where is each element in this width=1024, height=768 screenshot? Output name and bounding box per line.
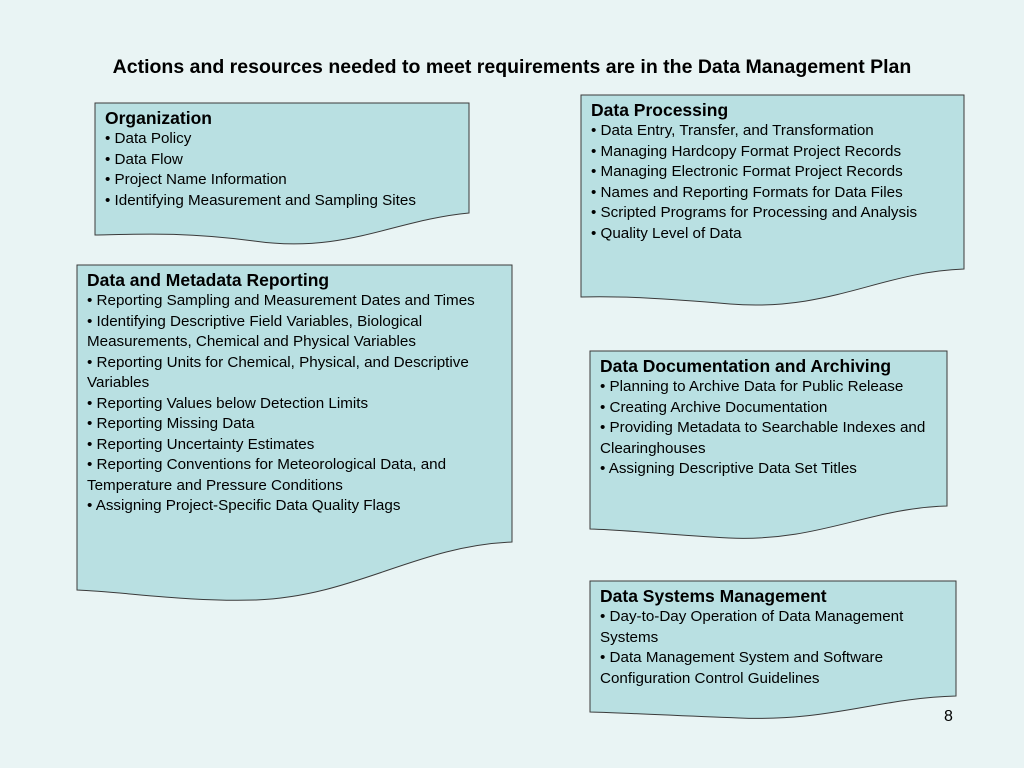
- data-systems-management-content: [589, 580, 957, 689]
- list-item: • Names and Reporting Formats for Data Files: [591, 183, 903, 201]
- list-item: • Providing Metadata to Searchable Indexes and Clearinghouses: [600, 419, 926, 457]
- list-item: • Reporting Values below Detection Limits: [87, 394, 369, 412]
- data-documentation-archiving-box: [589, 350, 948, 543]
- list-item: • Data Flow: [105, 150, 183, 168]
- list-item: • Planning to Archive Data for Public Release: [600, 378, 904, 395]
- list-item: • Managing Electronic Format Project Records: [591, 163, 903, 180]
- list-item: • Data Entry, Transfer, and Transformation: [591, 122, 874, 139]
- data-systems-management-box: [589, 580, 957, 722]
- list-item: • Reporting Missing Data: [87, 415, 255, 432]
- list-item: • Data Policy: [105, 130, 192, 147]
- list-item: • Quality Level of Data: [591, 224, 742, 242]
- data-documentation-archiving-content: [589, 350, 948, 480]
- list-item: • Managing Hardcopy Format Project Records: [591, 142, 902, 160]
- data-metadata-reporting-heading: Data and Metadata Reporting: [87, 270, 330, 290]
- list-item: • Day-to-Day Operation of Data Management Systems: [600, 608, 904, 646]
- data-metadata-reporting-box: [76, 264, 513, 609]
- organization-box: [94, 102, 470, 247]
- list-item: • Data Management System and Software Configuration Control Guidelines: [600, 649, 884, 687]
- data-metadata-reporting-content: [76, 264, 513, 517]
- organization-heading: Organization: [105, 108, 212, 128]
- page-number: 8: [944, 708, 953, 725]
- data-processing-box: [580, 94, 965, 310]
- organization-content: [94, 102, 470, 211]
- list-item: • Reporting Uncertainty Estimates: [87, 435, 315, 453]
- data-systems-management-heading: Data Systems Management: [600, 586, 827, 606]
- list-item: • Reporting Units for Chemical, Physical, and Descriptive Variables: [87, 353, 469, 391]
- data-processing-heading: Data Processing: [591, 100, 729, 120]
- list-item: • Scripted Programs for Processing and Analysis: [591, 204, 918, 221]
- list-item: • Identifying Descriptive Field Variables, Biological Measurements, Chemical and Physical Variables: [87, 312, 423, 350]
- list-item: • Assigning Descriptive Data Set Titles: [600, 460, 857, 477]
- list-item: • Creating Archive Documentation: [600, 398, 828, 416]
- data-processing-content: [580, 94, 965, 244]
- list-item: • Project Name Information: [105, 171, 287, 188]
- data-documentation-archiving-heading: Data Documentation and Archiving: [600, 356, 892, 376]
- list-item: • Assigning Project-Specific Data Quality Flags: [87, 497, 401, 514]
- slide-title: Actions and resources needed to meet requirements are in the Data Management Plan: [112, 56, 912, 78]
- list-item: • Identifying Measurement and Sampling Sites: [105, 191, 416, 209]
- list-item: • Reporting Sampling and Measurement Dates and Times: [87, 292, 475, 309]
- list-item: • Reporting Conventions for Meteorological Data, and Temperature and Pressure Conditions: [87, 456, 447, 494]
